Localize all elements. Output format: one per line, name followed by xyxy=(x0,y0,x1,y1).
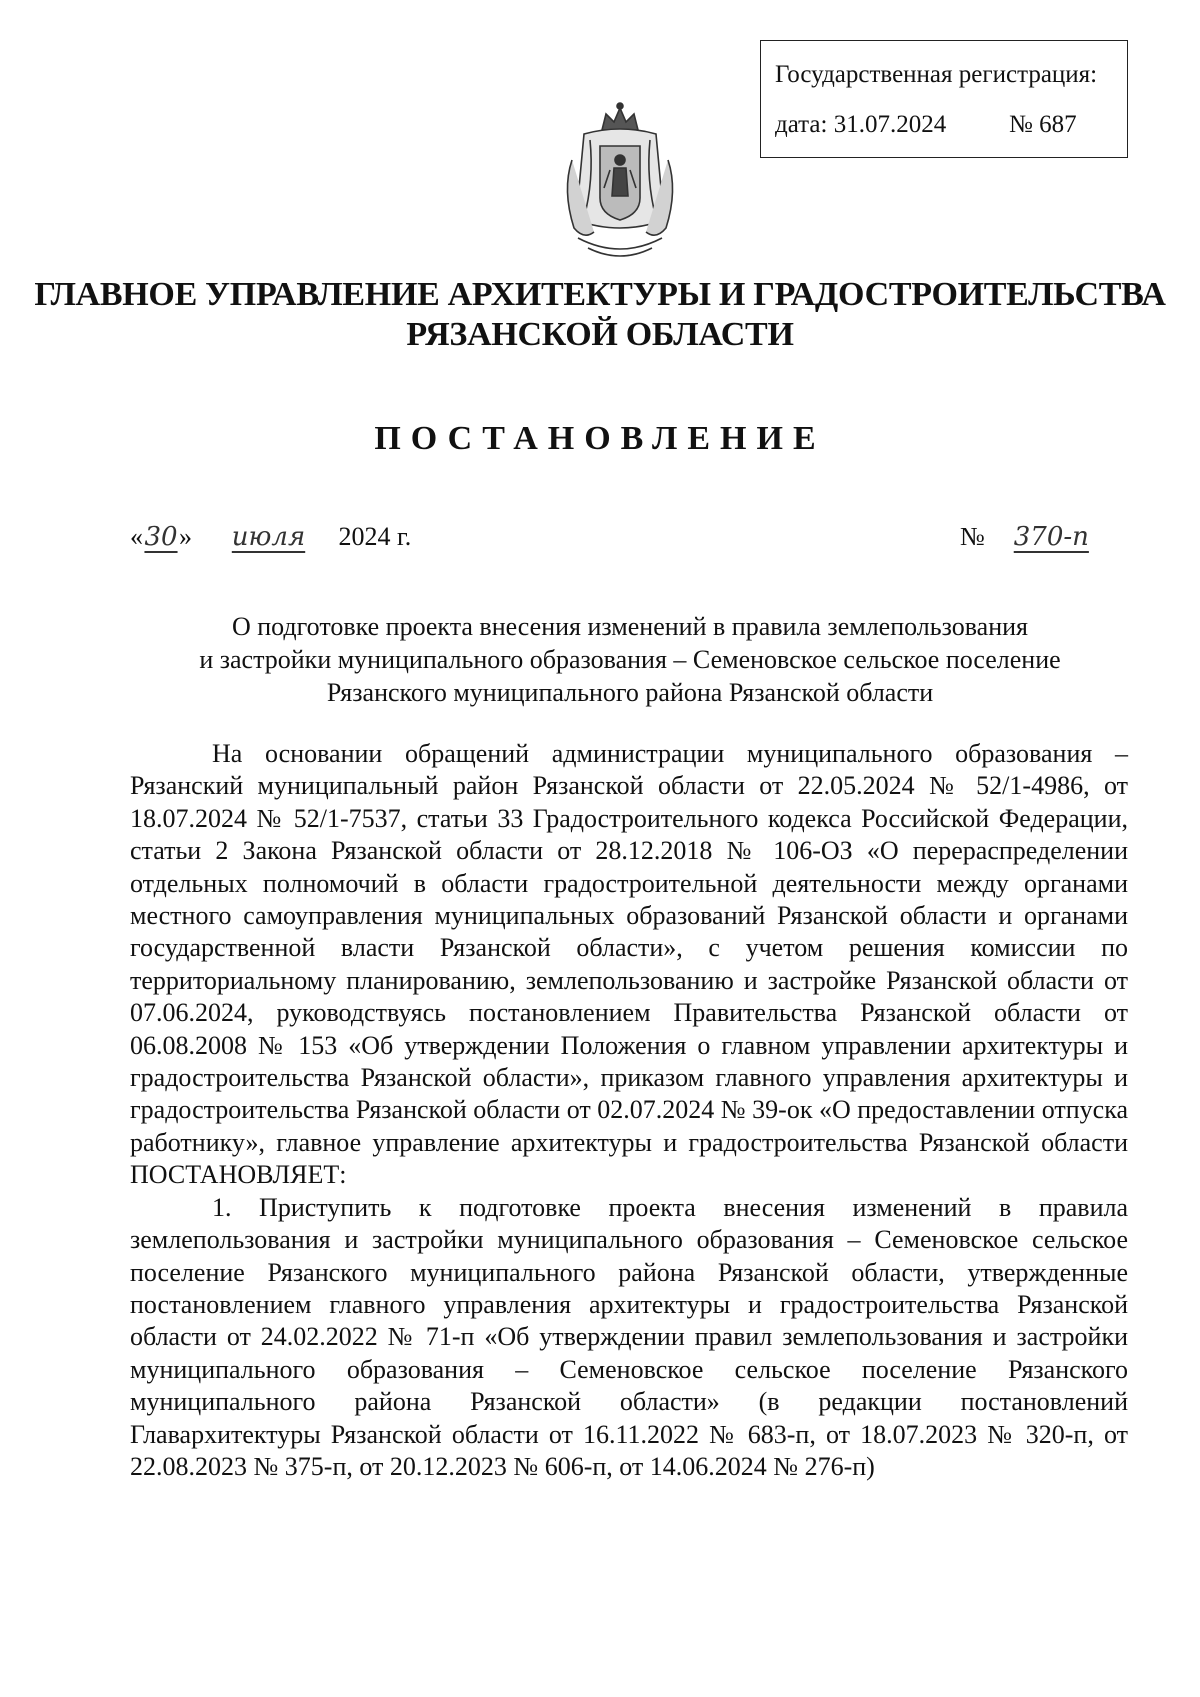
registration-title: Государственная регистрация: xyxy=(775,61,1098,88)
organization-name-line-1: ГЛАВНОЕ УПРАВЛЕНИЕ АРХИТЕКТУРЫ И ГРАДОСТРОИТЕЛЬСТВА xyxy=(34,276,1166,313)
ryazan-coat-of-arms-icon xyxy=(554,100,686,268)
decree-subject xyxy=(130,610,1130,709)
body-item-1: 1. Приступить к подготовке проекта внесения изменений в правила землепользования и застройки муниципального образования – Семеновское сельское поселение Рязанского муниципального района Рязанской области, утвержденные постановлением главного управления архитектуры и градостроительства Рязанской области от 24.02.2022 № 71-п «Об утверждении правил землепользования и застройки муниципального образования – Семеновское сельское поселение Рязанского муниципального района Рязанской области» (в редакции постановлений Главархитектуры Рязанской области от 16.11.2022 № 683-п, от 18.07.2023 № 320-п, от 22.08.2023 № 375-п, от 20.12.2023 № 606-п, от 14.06.2024 № 276-п) xyxy=(130,1192,1128,1481)
decree-number xyxy=(960,522,1111,552)
registration-stamp-box xyxy=(760,40,1128,158)
body-intro-paragraph: На основании обращений администрации муниципального образования – Рязанский муниципальный район Рязанской области от 22.05.2024 № 52/1-4986, от 18.07.2024 № 52/1-7537, статьи 33 Градостроительного кодекса Российской Федерации, статьи 2 Закона Рязанской области от 28.12.2018 № 106-ОЗ «О перераспределении отдельных полномочий в области градостроительной деятельности между органами местного самоуправления муниципальных образований Рязанской области и органами государственной власти Рязанской области», с учетом решения комиссии по территориальному планированию, землепользованию и застройке Рязанской области от 07.06.2024, руководствуясь постановлением Правительства Рязанской области от 06.08.2008 № 153 «Об утверждении Положения о главном управлении архитектуры и градостроительства Рязанской области», приказом главного управления архитектуры и градостроительства Рязанской области от 02.07.2024 № 39-ок «О предоставлении отпуска работнику», главное управление архитектуры и градостроительства Рязанской области ПОСТАНОВЛЯЕТ: xyxy=(130,739,1128,1190)
handwritten-day: 30 xyxy=(144,522,178,552)
decree-body xyxy=(130,738,1128,1483)
date-close-quote: » xyxy=(179,522,192,551)
subject-line-1: О подготовке проекта внесения изменений в правила землепользования xyxy=(231,612,1028,641)
registration-date: дата: 31.07.2024 xyxy=(775,111,947,138)
handwritten-month: июля xyxy=(231,522,306,552)
number-prefix: № xyxy=(960,522,985,551)
subject-line-3: Рязанского муниципального района Рязанской области xyxy=(326,678,934,707)
handwritten-number: 370-п xyxy=(1013,522,1089,552)
organization-name-line-2: РЯЗАНСКОЙ ОБЛАСТИ xyxy=(406,316,794,353)
document-type-heading: ПОСТАНОВЛЕНИЕ xyxy=(374,420,826,457)
registration-number: № 687 xyxy=(1009,111,1077,138)
date-open-quote: « xyxy=(130,522,143,551)
date-year: 2024 г. xyxy=(338,522,412,551)
subject-line-2: и застройки муниципального образования – Семеновское сельское поселение xyxy=(199,645,1061,674)
decree-date xyxy=(130,522,411,552)
